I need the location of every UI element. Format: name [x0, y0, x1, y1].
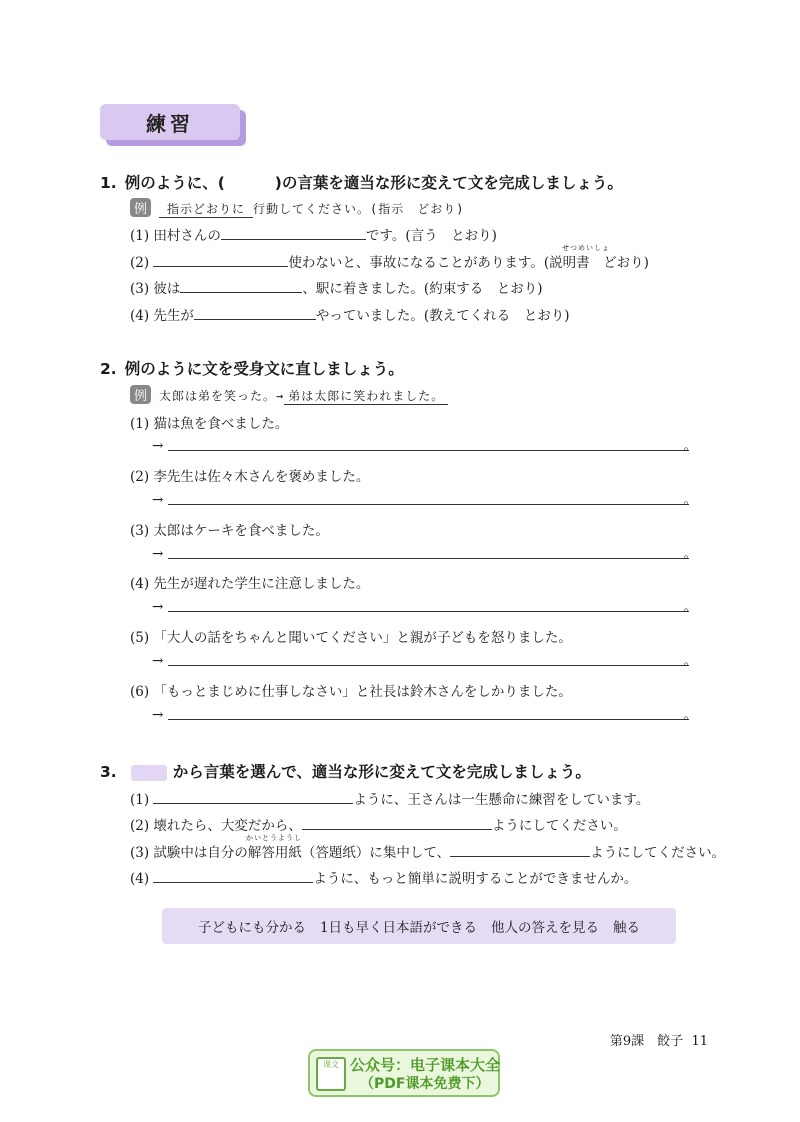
item-number: (4): [130, 576, 150, 592]
item-text: 李先生は佐々木さんを褒めました。: [153, 469, 370, 485]
item-text: 「大人の話をちゃんと聞いてください」と親が子どもを怒りました。: [153, 630, 572, 646]
item-number: (4): [130, 871, 150, 887]
item-pre: 先生が: [153, 308, 194, 324]
watermark-line-1: 公众号：电子课本大全: [350, 1056, 501, 1074]
item-post: やっていました。(教えてくれる とおり): [315, 308, 570, 324]
arrow: →: [152, 599, 164, 615]
watermark-badge: [308, 1049, 500, 1097]
book-icon: 课文: [316, 1057, 346, 1091]
q2-example-answer: 弟は太郎に笑われました。: [284, 387, 448, 405]
item-number: (3): [130, 523, 150, 539]
q2-answer-line-2[interactable]: [152, 492, 697, 508]
q1-example: [130, 198, 464, 218]
q2-heading: [100, 357, 404, 379]
item-text: 先生が遅れた学生に注意しました。: [153, 576, 370, 592]
item-number: (5): [130, 630, 150, 646]
q1-item-2: [130, 251, 649, 271]
word-option: 他人の答えを見る: [491, 920, 600, 936]
answer-blank[interactable]: [153, 252, 288, 267]
line-end: 。: [683, 653, 697, 669]
item-pre: 田村さんの: [153, 228, 221, 244]
q2-example-question: 太郎は弟を笑った。→: [159, 389, 285, 403]
q2-item-4: [130, 572, 369, 592]
q2-item-1: [130, 412, 288, 432]
q2-answer-line-5[interactable]: [152, 653, 697, 669]
answer-blank[interactable]: [180, 278, 302, 293]
q3-heading-text: から言葉を選んで、適当な形に変えて文を完成しましょう。: [172, 763, 591, 781]
item-pre: 彼は: [153, 281, 181, 297]
answer-blank[interactable]: [153, 868, 313, 883]
q3-item-4: [130, 867, 637, 887]
q3-item-1: [130, 788, 649, 808]
arrow: →: [152, 707, 164, 723]
item-post: ようにしてください。: [491, 818, 627, 834]
q2-item-6: [130, 680, 572, 700]
line-end: 。: [683, 546, 697, 562]
lesson-label: 第9課 餃子: [609, 1034, 684, 1049]
item-number: (1): [130, 416, 150, 432]
item-post: です。(言う とおり): [365, 228, 497, 244]
item-number: (3): [130, 281, 150, 297]
item-number: (1): [130, 792, 150, 808]
example-badge: 例: [130, 198, 151, 217]
q2-answer-line-3[interactable]: [152, 546, 697, 562]
q2-answer-line-1[interactable]: [152, 438, 697, 454]
q1-heading-post: )の言葉を適当な形に変えて文を完成しましょう。: [274, 174, 623, 192]
section-title: 練習: [100, 104, 240, 140]
item-number: (4): [130, 308, 150, 324]
q1-example-answer: 指示どおりに: [159, 200, 253, 218]
item-number: (6): [130, 684, 150, 700]
ruby-setsumeisho: せつめいしょ: [562, 244, 610, 252]
q1-number: 1.: [100, 174, 117, 192]
item-text: 「もっとまじめに仕事しなさい」と社長は鈴木さんをしかりました。: [153, 684, 572, 700]
q2-item-3: [130, 519, 329, 539]
arrow: →: [152, 438, 164, 454]
q2-item-5: [130, 626, 572, 646]
q2-heading-text: 例のように文を受身文に直しましょう。: [124, 360, 404, 378]
item-pre: 試験中は自分の解答用紙（答題纸）に集中して、: [153, 845, 451, 861]
item-post: 使わないと、事故になることがあります。(説明書 どおり): [288, 255, 649, 271]
answer-blank[interactable]: [194, 305, 316, 320]
arrow: →: [152, 546, 164, 562]
page-number: 11: [691, 1034, 708, 1049]
item-post: ようにしてください。: [590, 845, 726, 861]
q1-item-3: [130, 277, 542, 297]
line-end: 。: [683, 492, 697, 508]
item-text: 猫は魚を食べました。: [153, 416, 289, 432]
item-number: (2): [130, 818, 150, 834]
answer-blank[interactable]: [302, 815, 492, 830]
q2-number: 2.: [100, 360, 117, 378]
answer-blank[interactable]: [221, 225, 366, 240]
item-number: (2): [130, 469, 150, 485]
page-footer: [610, 1030, 708, 1049]
q2-answer-line-6[interactable]: [152, 707, 697, 723]
q3-number: 3.: [100, 763, 117, 781]
ruby-kaitouyoushi: かいとうようし: [246, 834, 302, 842]
q2-answer-line-4[interactable]: [152, 599, 697, 615]
item-pre: 壊れたら、大変だから、: [153, 818, 302, 834]
item-post: 、駅に着きました。(約束する とおり): [302, 281, 543, 297]
answer-blank[interactable]: [450, 842, 590, 857]
item-number: (2): [130, 255, 150, 271]
example-badge: 例: [130, 385, 151, 404]
item-number: (3): [130, 845, 150, 861]
watermark-line-2: （PDF课本免费下）: [360, 1076, 490, 1092]
q2-item-2: [130, 465, 369, 485]
word-option: 触る: [613, 920, 641, 936]
item-text: 太郎はケーキを食べました。: [153, 523, 329, 539]
item-post: ように、王さんは一生懸命に練習をしています。: [353, 792, 650, 808]
item-number: (1): [130, 228, 150, 244]
line-end: 。: [683, 707, 697, 723]
line-end: 。: [683, 599, 697, 615]
q1-example-rest: 行動してください。(指示 どおり): [253, 202, 465, 216]
q1-item-4: [130, 304, 569, 324]
q3-item-2: [130, 814, 627, 834]
word-option: 1日も早く日本語ができる: [319, 920, 478, 936]
q2-example: [130, 385, 448, 405]
item-post: ように、もっと簡単に説明することができませんか。: [313, 871, 638, 887]
q1-heading-pre: 例のように、(: [124, 174, 225, 192]
arrow: →: [152, 653, 164, 669]
line-end: 。: [683, 438, 697, 454]
q3-heading: [100, 760, 591, 782]
word-option: 子どもにも分かる: [197, 920, 306, 936]
word-box-chip: [131, 765, 167, 781]
arrow: →: [152, 492, 164, 508]
q3-item-3: [130, 841, 725, 861]
q1-heading: [100, 171, 623, 193]
answer-blank[interactable]: [153, 789, 353, 804]
word-box: [162, 908, 676, 944]
q1-item-1: [130, 224, 497, 244]
